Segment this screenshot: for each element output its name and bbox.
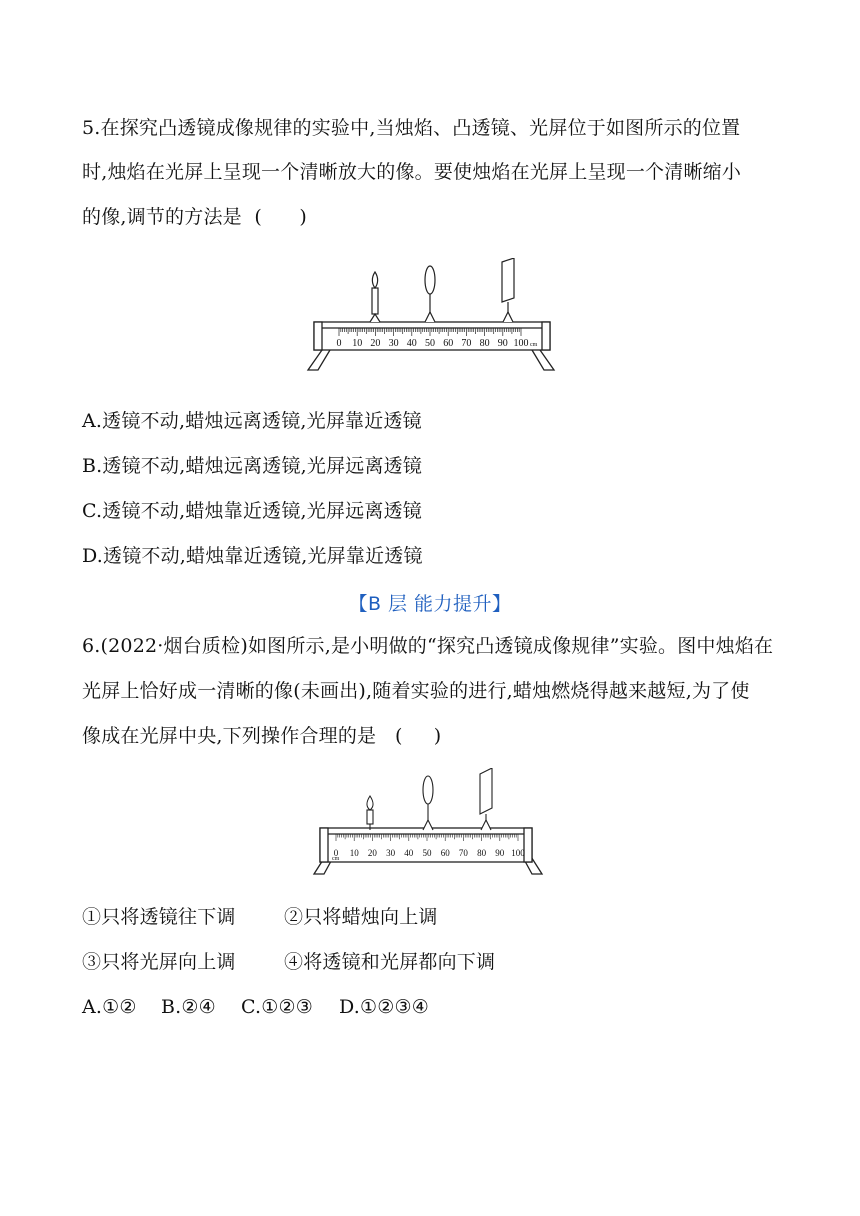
ruler-tick-label: 20 [367,848,377,858]
candle [367,796,373,830]
ruler-tick-label: 80 [479,338,490,349]
ruler-tick-label: 90 [497,338,508,349]
q6-statement-2: ②只将蜡烛向上调 [284,906,438,928]
q5-unit-label: cm [530,342,538,348]
light-screen [502,258,514,322]
ruler-tick-label: 0 [333,848,339,858]
q5-stem-line-2: 时,烛焰在光屏上呈现一个清晰放大的像。要使烛焰在光屏上呈现一个清晰缩小 [82,161,742,183]
q5-option-a: A.透镜不动,蜡烛远离透镜,光屏靠近透镜 [82,410,422,432]
q6-statement-1: ①只将透镜往下调 [82,906,236,928]
q6-choice-d: D.①②③④ [339,996,429,1018]
q6-unit-label: cm [332,856,340,862]
q5-stem-line-1: 5.在探究凸透镜成像规律的实验中,当烛焰、凸透镜、光屏位于如图所示的位置 [82,117,741,139]
ruler-tick-label: 30 [388,338,399,349]
ruler-tick-label: 50 [422,848,432,858]
q6-choice-a: A.①② [82,996,137,1018]
q5-option-d: D.透镜不动,蜡烛靠近透镜,光屏靠近透镜 [82,545,423,567]
ruler-tick-label: 20 [370,338,381,349]
ruler-tick-label: 40 [406,338,417,349]
ruler-tick-label: 90 [495,848,505,858]
convex-lens [425,266,435,322]
section-title: 【B 层 能力提升】 [348,593,512,615]
q5-option-c: C.透镜不动,蜡烛靠近透镜,光屏远离透镜 [82,500,422,522]
ruler-tick-label: 80 [477,848,487,858]
bench-left-leg [308,350,330,370]
ruler-tick-label: 40 [404,848,414,858]
candle [370,272,380,322]
ruler-tick-label: 10 [352,338,363,349]
q6-choice-c: C.①②③ [241,996,313,1018]
ruler-tick-label: 70 [458,848,468,858]
ruler-tick-label: 10 [349,848,359,858]
q6-stem-line-1: 6.(2022·烟台质检)如图所示,是小明做的“探究凸透镜成像规律”实验。图中烛焰在 [82,635,774,657]
ruler-tick-label: 100 [513,338,529,349]
q5-stem-line-3: 的像,调节的方法是 ( ) [82,206,307,228]
ruler-tick-label: 50 [425,338,435,349]
ruler-tick-label: 30 [386,848,396,858]
ruler-tick-label: 70 [461,338,472,349]
q6-stem-line-2: 光屏上恰好成一清晰的像(未画出),随着实验的进行,蜡烛燃烧得越来越短,为了使 [82,680,750,702]
ruler-tick-label: 100 [511,848,525,858]
q6-optical-bench-figure [308,768,553,880]
q6-choice-b: B.②④ [161,996,216,1018]
convex-lens [423,776,433,830]
light-screen [480,768,492,830]
q5-option-b: B.透镜不动,蜡烛远离透镜,光屏远离透镜 [82,455,423,477]
bench-right-leg [532,350,554,370]
ruler-tick-label: 60 [440,848,450,858]
ruler-tick-label: 0 [336,338,342,349]
q6-statement-4: ④将透镜和光屏都向下调 [284,951,496,973]
q6-statement-3: ③只将光屏向上调 [82,951,236,973]
q5-optical-bench-figure [300,258,570,374]
q6-stem-line-3: 像成在光屏中央,下列操作合理的是 ( ) [82,725,442,747]
ruler-tick-label: 60 [443,338,454,349]
